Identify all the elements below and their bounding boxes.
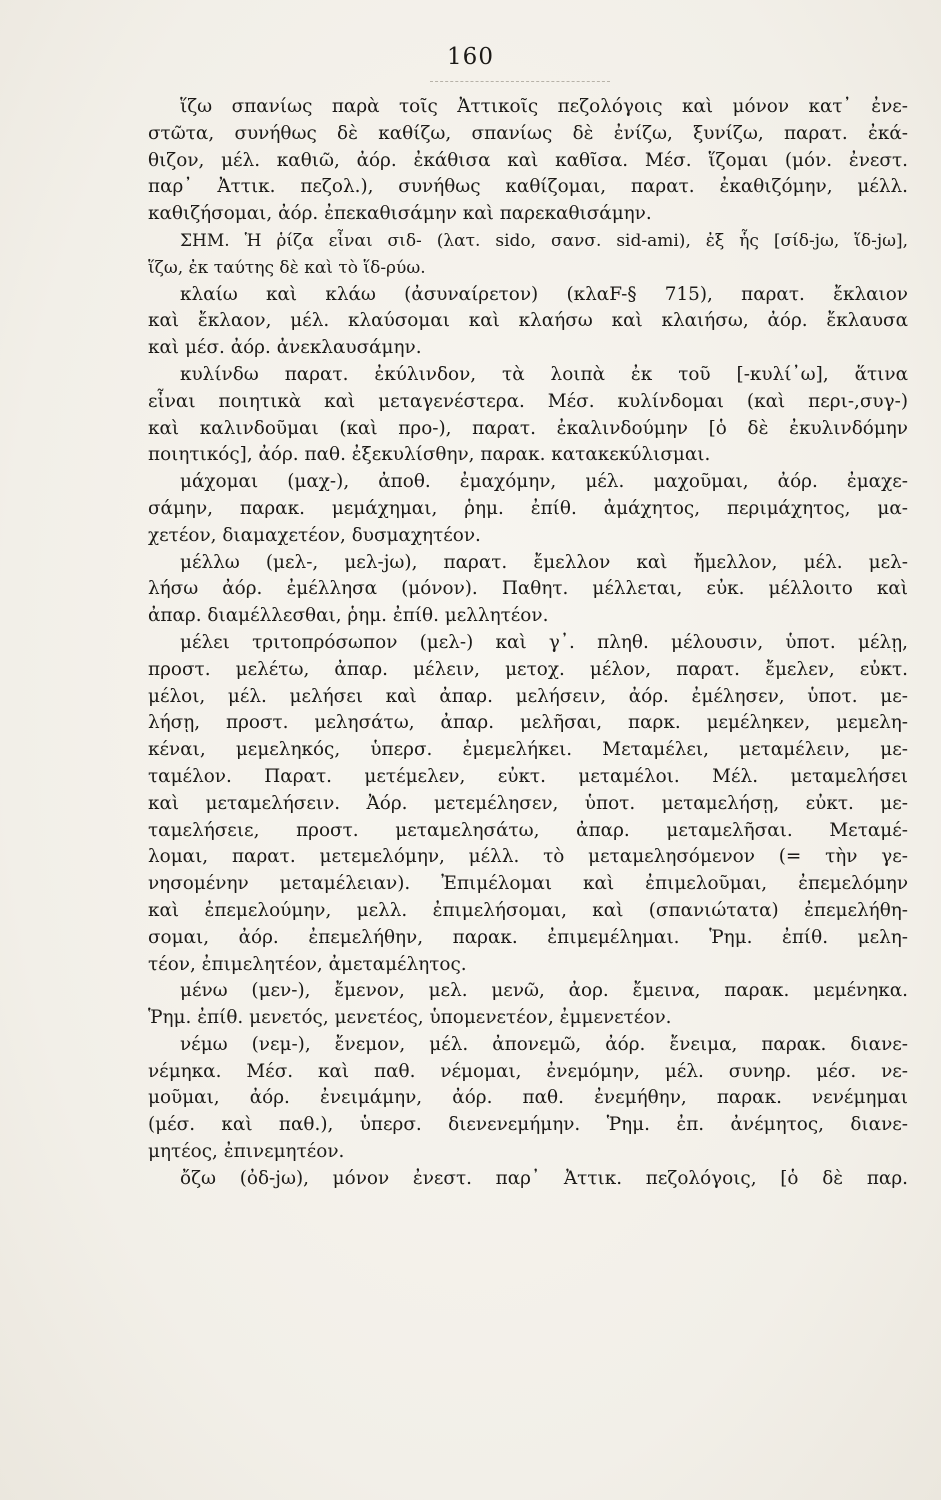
text-line: καὶ καλινδοῦμαι (καὶ προ-), παρατ. ἐκαλινδούμην [ὁ δὲ ἐκυλινδόμην (148, 417, 908, 439)
text-line: εἶναι ποιητικὰ καὶ μεταγενέστερα. Μέσ. κυλίνδομαι (καὶ περι-,συγ-) (148, 390, 908, 412)
text-line: Ῥημ. ἐπίθ. μενετός, μενετέος, ὑπομενετέον, ἐμμενετέον. (148, 1007, 672, 1029)
text-line: κέναι, μεμεληκός, ὑπερσ. ἐμεμελήκει. Μεταμέλει, μεταμέλειν, με- (148, 739, 908, 761)
text-line: μάχομαι (μαχ-), ἀποθ. ἐμαχόμην, μέλ. μαχοῦμαι, ἀόρ. ἐμαχε- (180, 471, 908, 493)
text-line: ταμέλον. Παρατ. μετέμελεν, εὐκτ. μεταμέλοι. Μέλ. μεταμελήσει (148, 765, 908, 787)
text-line: ποιητικός], ἀόρ. παθ. ἐξεκυλίσθην, παρακ. κατακεκύλισμαι. (148, 444, 711, 466)
text-line: σομαι, ἀόρ. ἐπεμελήθην, παρακ. ἐπιμεμέλημαι. Ῥημ. ἐπίθ. μελη- (148, 926, 908, 948)
text-line: καὶ ἐπεμελούμην, μελλ. ἐπιμελήσομαι, καὶ (σπανιώτατα) ἐπεμελήθη- (148, 899, 908, 921)
text-line: μένω (μεν-), ἔμενον, μελ. μενῶ, ἀορ. ἔμεινα, παρακ. μεμένηκα. (180, 980, 908, 1002)
text-line: θιζον, μέλ. καθιῶ, ἀόρ. ἐκάθισα καὶ καθῖσα. Μέσ. ἵζομαι (μόν. ἐνεστ. (148, 149, 908, 171)
text-line: μέλοι, μέλ. μελήσει καὶ ἀπαρ. μελήσειν, ἀόρ. ἐμέλησεν, ὑποτ. με- (148, 685, 908, 707)
text-line: σάμην, παρακ. μεμάχημαι, ῥημ. ἐπίθ. ἀμάχητος, περιμάχητος, μα- (148, 497, 908, 519)
text-line: προστ. μελέτω, ἀπαρ. μέλειν, μετοχ. μέλον, παρατ. ἔμελεν, εὐκτ. (148, 658, 908, 680)
header-rule (430, 81, 610, 82)
text-line: τέον, ἐπιμελητέον, ἀμεταμέλητος. (148, 953, 467, 975)
text-line: χετέον, διαμαχετέον, δυσμαχητέον. (148, 524, 481, 546)
text-line: ταμελήσειε, προστ. μεταμελησάτω, ἀπαρ. μεταμελῆσαι. Μεταμέ- (148, 819, 908, 841)
text-line: καθιζήσομαι, ἀόρ. ἐπεκαθισάμην καὶ παρεκαθισάμην. (148, 203, 652, 225)
text-line: καὶ ἔκλαον, μέλ. κλαύσομαι καὶ κλαήσω καὶ κλαιήσω, ἀόρ. ἔκλαυσα (148, 310, 908, 332)
text-line: ὄζω (ὀδ-jω), μόνον ἐνεστ. παρ᾽ Ἀττικ. πεζολόγοις, [ὁ δὲ παρ. (180, 1167, 908, 1189)
note-line: ΣΗΜ. Ἡ ῥίζα εἶναι σιδ- (λατ. sido, σανσ. sid-ami), ἐξ ἧς [σίδ-jω, ἵδ-jω], (180, 230, 908, 251)
text-line: λήσω ἀόρ. ἐμέλλησα (μόνον). Παθητ. μέλλεται, εὐκ. μέλλοιτο καὶ (148, 578, 908, 600)
page-body (148, 94, 908, 1193)
note-line: ἵζω, ἐκ ταύτης δὲ καὶ τὸ ἵδ-ρύω. (148, 257, 426, 278)
text-line: καὶ μεταμελήσειν. Ἀόρ. μετεμέλησεν, ὑποτ. μεταμελήσῃ, εὐκτ. με- (148, 792, 908, 814)
text-line: μητέος, ἐπινεμητέον. (148, 1141, 345, 1163)
text-line: μέλει τριτοπρόσωπον (μελ-) καὶ γ᾽. πληθ. μέλουσιν, ὑποτ. μέλῃ, (180, 631, 908, 653)
text-line: κλαίω καὶ κλάω (ἀσυναίρετον) (κλαF-§ 715), παρατ. ἔκλαιον (180, 283, 908, 305)
text-line: λομαι, παρατ. μετεμελόμην, μέλλ. τὸ μεταμελησόμενον (= τὴν γε- (148, 846, 908, 868)
text-line: στῶτα, συνήθως δὲ καθίζω, σπανίως δὲ ἐνίζω, ξυνίζω, παρατ. ἐκά- (148, 122, 908, 144)
text-line: νησομένην μεταμέλειαν). Ἐπιμέλομαι καὶ ἐπιμελοῦμαι, ἐπεμελόμην (148, 873, 908, 895)
text-line: καὶ μέσ. ἀόρ. ἀνεκλαυσάμην. (148, 337, 422, 359)
text-line: μοῦμαι, ἀόρ. ἐνειμάμην, ἀόρ. παθ. ἐνεμήθην, παρακ. νενέμημαι (148, 1087, 908, 1109)
text-line: ἵζω σπανίως παρὰ τοῖς Ἀττικοῖς πεζολόγοις καὶ μόνον κατ᾽ ἐνε- (180, 96, 908, 117)
text-line: (μέσ. καὶ παθ.), ὑπερσ. διενενεμήμην. Ῥημ. ἐπ. ἀνέμητος, διανε- (148, 1114, 908, 1136)
text-line: μέλλω (μελ-, μελ-jω), παρατ. ἔμελλον καὶ ἤμελλον, μέλ. μελ- (180, 551, 908, 573)
text-line: νέμω (νεμ-), ἔνεμον, μέλ. ἀπονεμῶ, ἀόρ. ἔνειμα, παρακ. διανε- (180, 1033, 908, 1055)
text-line: κυλίνδω παρατ. ἐκύλινδον, τὰ λοιπὰ ἐκ τοῦ [-κυλί᾽ω], ἅτινα (180, 363, 908, 385)
page-number: 160 (447, 44, 494, 70)
text-line: παρ᾽ Ἀττικ. πεζολ.), συνήθως καθίζομαι, παρατ. ἐκαθιζόμην, μέλλ. (148, 176, 908, 198)
text-line: ἀπαρ. διαμέλλεσθαι, ῥημ. ἐπίθ. μελλητέον. (148, 605, 549, 627)
text-line: νέμηκα. Μέσ. καὶ παθ. νέμομαι, ἐνεμόμην, μέλ. συνηρ. μέσ. νε- (148, 1060, 908, 1082)
text-line: λήσῃ, προστ. μελησάτω, ἀπαρ. μελῆσαι, παρκ. μεμέληκεν, μεμελη- (148, 712, 908, 734)
